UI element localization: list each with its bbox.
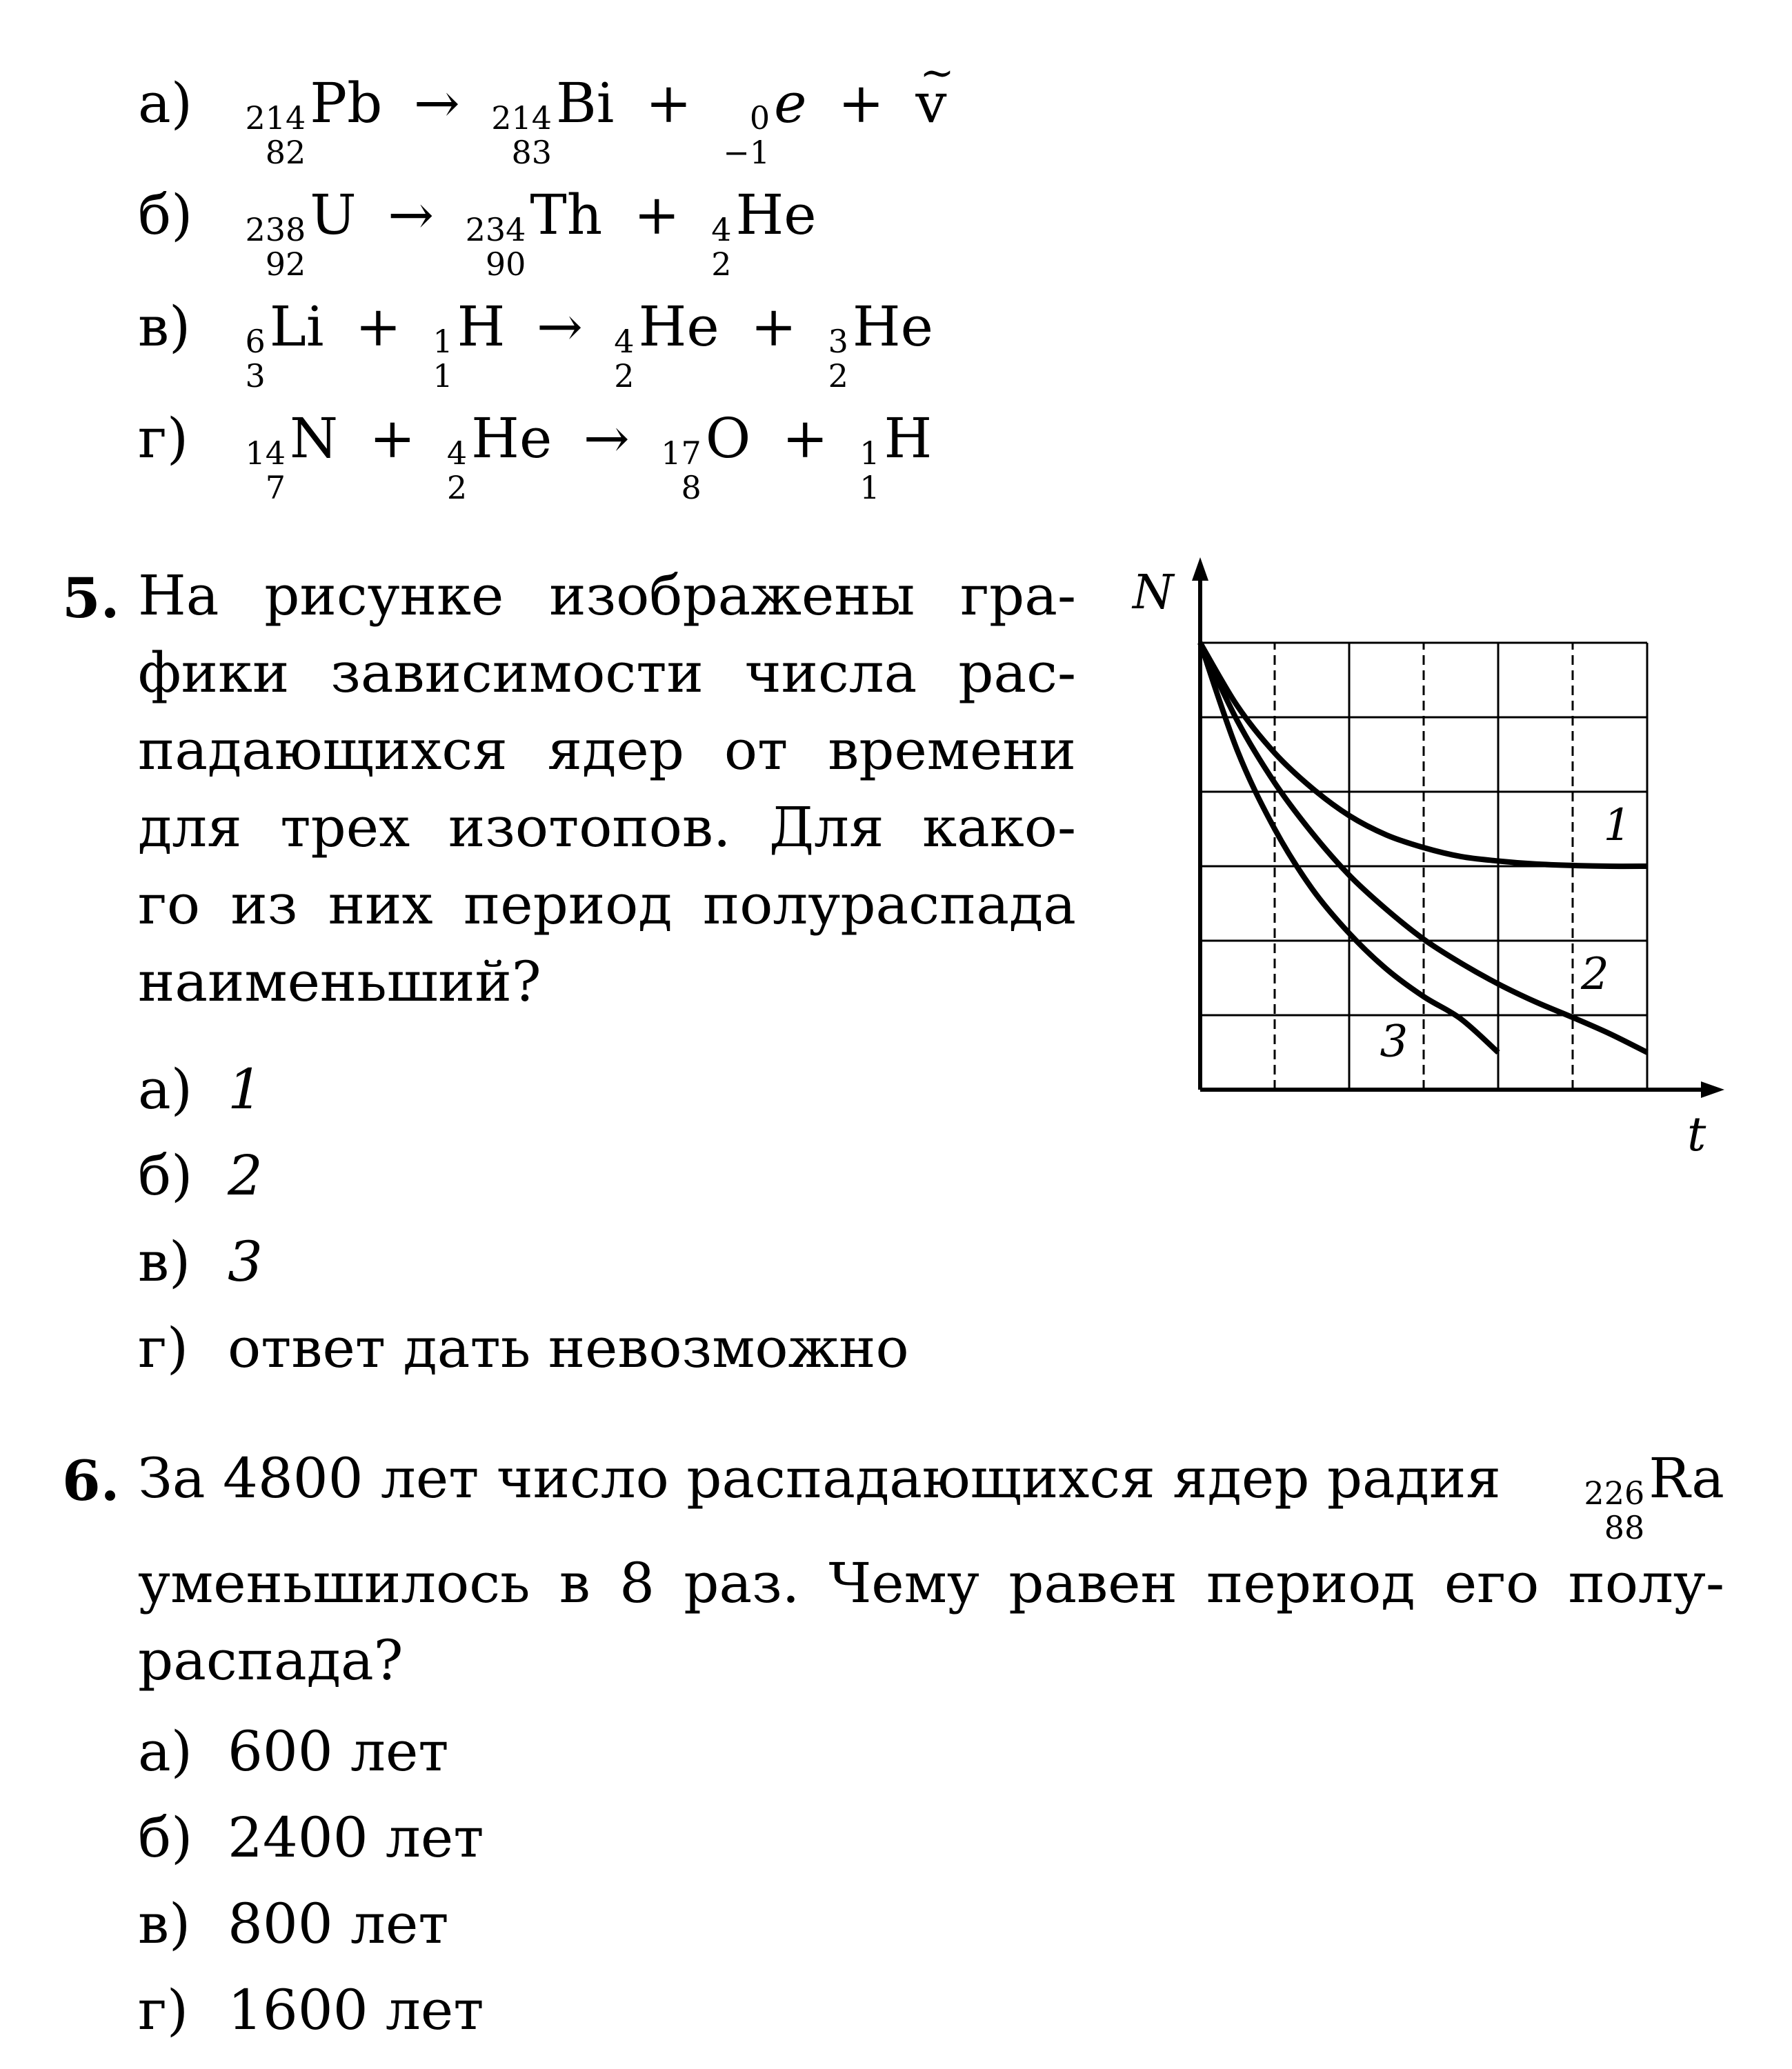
y-axis-arrow [1192, 557, 1208, 581]
element-symbol: He [638, 294, 719, 359]
arrow: → [388, 183, 435, 247]
question-5-line: го из них период полураспада [138, 872, 1076, 937]
answer-label: в) [138, 1230, 191, 1294]
x-axis-label: t [1687, 1108, 1706, 1162]
series-3-label: 3 [1380, 1016, 1408, 1068]
answer-label: б) [138, 1806, 193, 1870]
element-symbol: He [471, 406, 552, 470]
question-5-answer-c[interactable] [138, 1228, 263, 1297]
question-5-line: наименьший? [138, 950, 541, 1014]
question-6-answer-b[interactable] [138, 1803, 484, 1872]
question-6-answer-c[interactable] [138, 1890, 449, 1959]
chart-axes [1131, 557, 1724, 1162]
answer-text: 2 [228, 1143, 263, 1208]
answer-label: б) [138, 1143, 193, 1208]
question-5-answer-a[interactable] [138, 1055, 263, 1124]
answer-text: 1600 лет [228, 1978, 484, 2042]
nuclide: 14 7 [245, 434, 286, 506]
nuclide: 1 1 [859, 434, 880, 506]
element-symbol: N [289, 406, 338, 470]
answer-label: а) [138, 1057, 192, 1121]
element-symbol: H [457, 294, 506, 359]
reaction-a [138, 69, 947, 170]
answer-label: г) [138, 1316, 189, 1380]
reaction-d [138, 404, 932, 505]
question-6-number: 6. [62, 1448, 120, 1513]
answer-text: 800 лет [228, 1892, 449, 1956]
nuclide: 4 2 [446, 434, 468, 506]
series-1-label: 1 [1603, 800, 1632, 852]
antineutrino-symbol: ~ v [915, 69, 946, 138]
arrow: → [413, 71, 460, 135]
nuclide: 3 2 [828, 323, 848, 394]
nuclide: 6 3 [245, 323, 266, 394]
plus: + [750, 294, 797, 359]
element-symbol: H [884, 406, 933, 470]
question-6-line: уменьшилось в 8 раз. Чему равен период его полу- [138, 1551, 1724, 1615]
arrow: → [536, 294, 583, 359]
answer-label: г) [138, 1978, 189, 2042]
plus: + [837, 71, 884, 135]
plus: + [781, 406, 828, 470]
element-symbol: Th [530, 183, 603, 247]
reaction-c [138, 292, 933, 393]
answer-text: ответ дать невозможно [228, 1316, 909, 1380]
answer-label: а) [138, 1719, 192, 1783]
nuclide: 4 2 [614, 323, 635, 394]
decay-chart [1104, 552, 1738, 1172]
nuclide: 214 83 [491, 99, 552, 171]
nuclide: 238 92 [245, 211, 306, 283]
question-5-line: фики зависимости числа рас- [138, 641, 1076, 705]
element-symbol: Ra [1649, 1446, 1724, 1510]
nuclide: 214 82 [245, 99, 306, 171]
answer-label: в) [138, 1892, 191, 1956]
question-5-line: для трех изотопов. Для како- [138, 795, 1076, 859]
question-5-line: На рисунке изображены гра- [138, 563, 1076, 628]
plus: + [369, 406, 416, 470]
question-5-line: падающихся ядер от времени [138, 718, 1076, 782]
reaction-b [138, 181, 817, 281]
nuclide: 17 8 [661, 434, 701, 506]
element-symbol: Bi [556, 71, 615, 135]
question-6-answer-a[interactable] [138, 1717, 449, 1786]
nuclide: 0 −1 [723, 99, 770, 171]
answer-text: 3 [228, 1230, 263, 1294]
arrow: → [583, 406, 630, 470]
question-5-number: 5. [62, 566, 120, 630]
nuclide: 234 90 [465, 211, 526, 283]
element-symbol: He [735, 183, 817, 247]
reaction-label: г) [138, 406, 189, 470]
x-axis-arrow [1701, 1081, 1724, 1098]
reaction-label: б) [138, 183, 193, 247]
element-symbol: Li [269, 294, 324, 359]
series-2-label: 2 [1581, 949, 1609, 1001]
plus: + [633, 183, 680, 247]
nuclide: 4 2 [711, 211, 732, 283]
answer-text: 2400 лет [228, 1806, 484, 1870]
element-symbol: Pb [310, 71, 383, 135]
plus: + [645, 71, 692, 135]
reaction-label: в) [138, 294, 191, 359]
question-6-first-line [138, 1440, 1724, 1545]
question-6-answer-d[interactable] [138, 1976, 484, 2045]
question-6-text [138, 1440, 1724, 1699]
element-symbol: He [852, 294, 933, 359]
y-axis-label: N [1133, 566, 1174, 620]
plus: + [355, 294, 401, 359]
radium-nuclide: 226 88 Ra [1584, 1446, 1724, 1546]
answer-text: 600 лет [228, 1719, 449, 1783]
element-symbol: U [310, 183, 357, 247]
nuclide: 1 1 [432, 323, 453, 394]
element-symbol: O [705, 406, 751, 470]
question-6-line: распада? [138, 1628, 404, 1692]
question-5-answer-b[interactable] [138, 1141, 263, 1210]
electron-symbol: e [774, 71, 807, 135]
question-5-answer-d[interactable] [138, 1314, 909, 1383]
question-6-line: За 4800 лет число распадающихся ядер радия [138, 1446, 1501, 1510]
reaction-label: а) [138, 71, 192, 135]
answer-text: 1 [228, 1057, 263, 1121]
question-5-text [138, 557, 1076, 1021]
